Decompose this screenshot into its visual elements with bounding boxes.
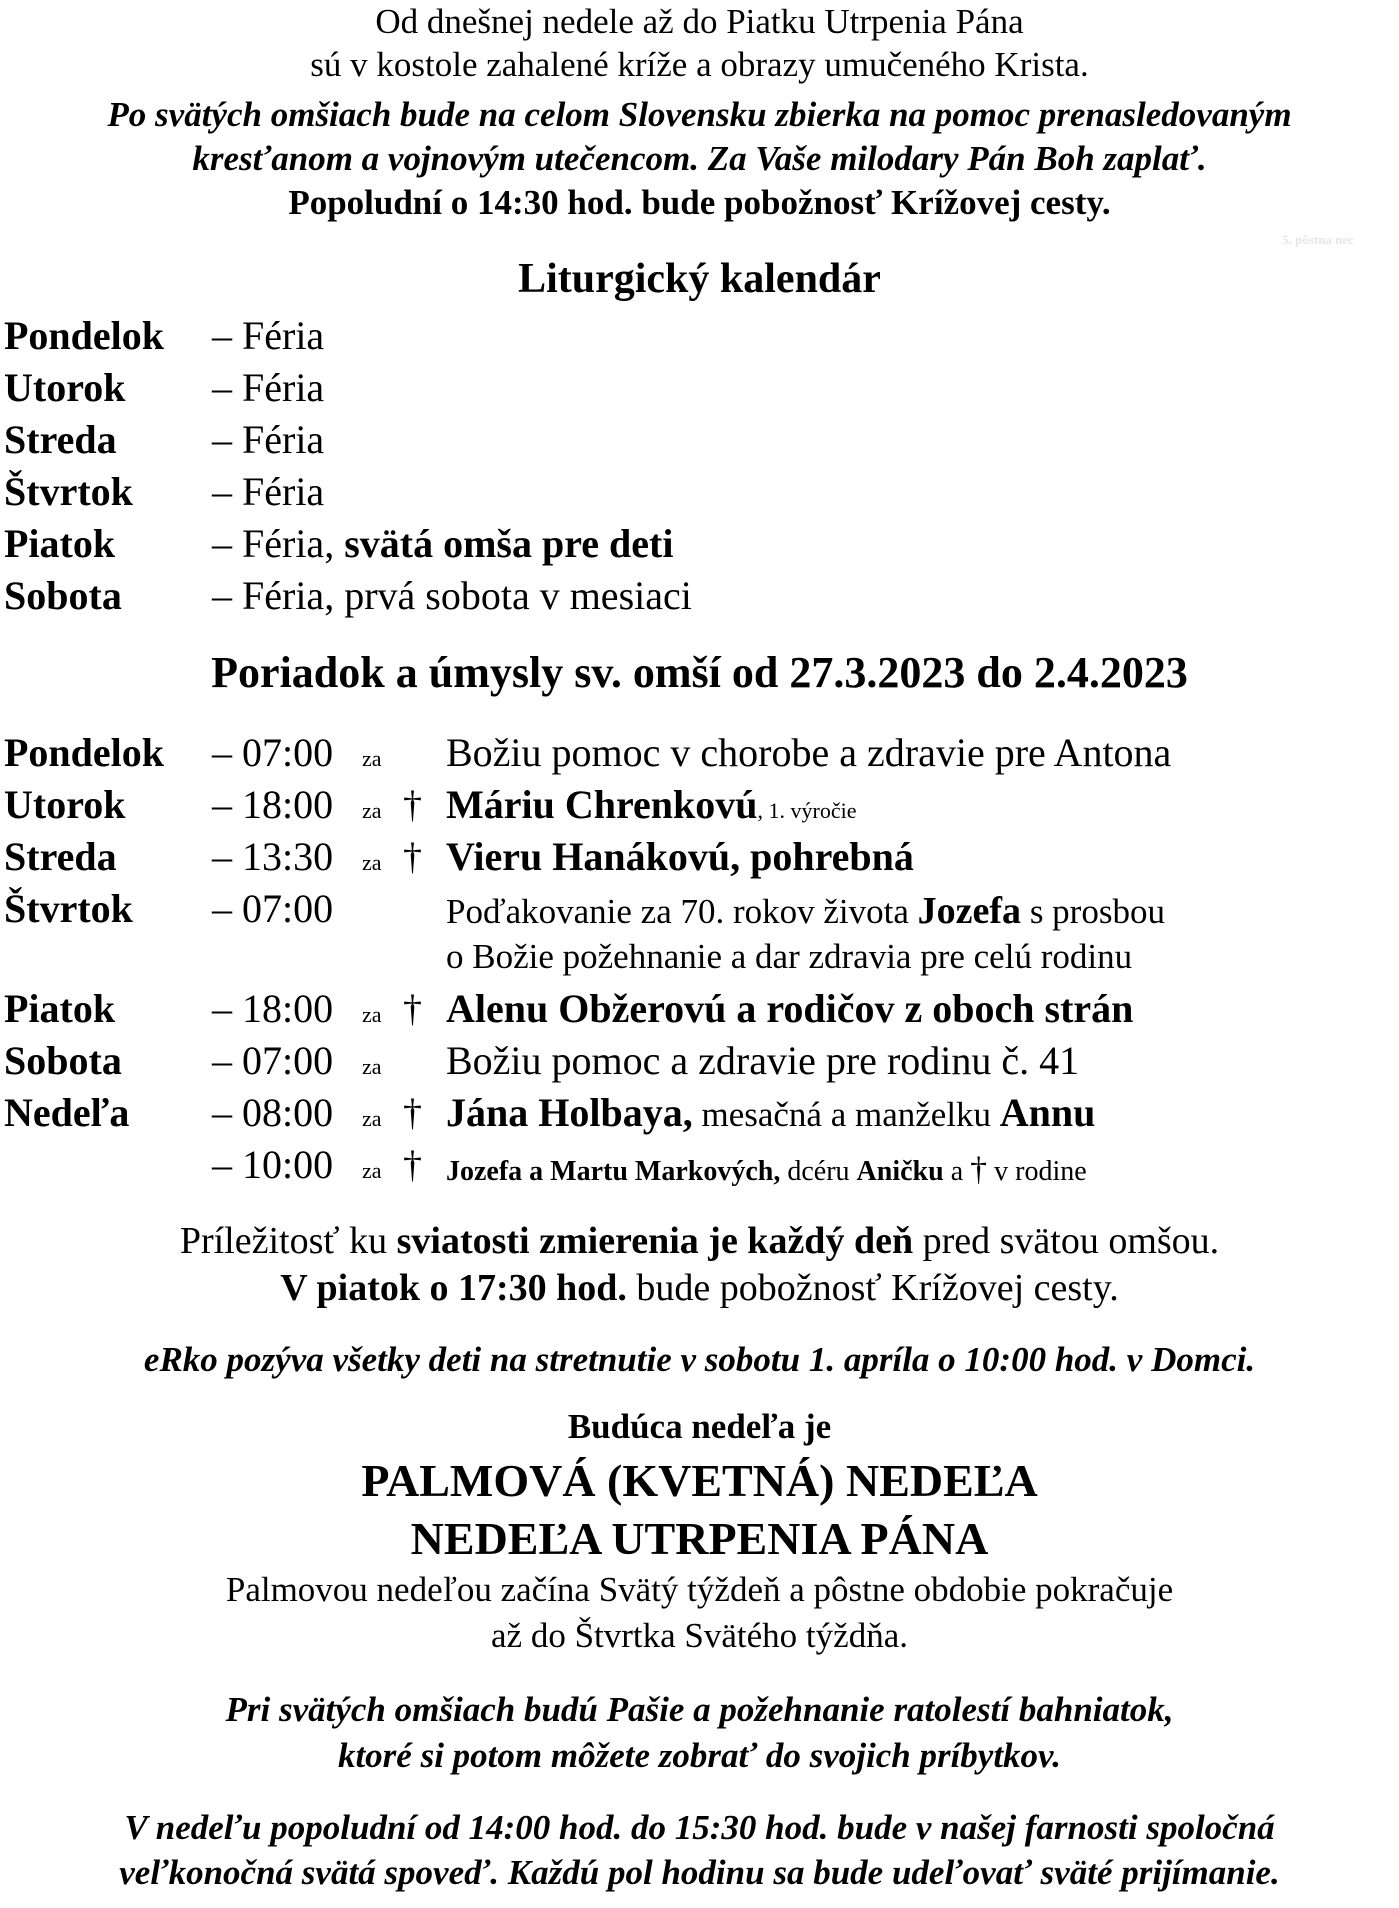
calendar-day: Pondelok — [4, 313, 165, 358]
mass-time: – 10:00 — [212, 1142, 334, 1187]
mass-intention — [446, 889, 1165, 933]
mass-day: Štvrtok — [4, 886, 133, 931]
intention-text: s prosbou — [1021, 892, 1165, 931]
mass-intention: Božiu pomoc v chorobe a zdravie pre Antona — [446, 730, 1172, 775]
intention-text: Poďakovanie za 70. rokov života — [446, 892, 918, 931]
mass-za: za — [362, 1106, 382, 1131]
mass-day: Pondelok — [4, 730, 165, 775]
next-sunday-title-1: PALMOVÁ (KVETNÁ) NEDEĽA — [361, 1455, 1038, 1506]
next-sunday-line-1: Palmovou nedeľou začína Svätý týždeň a pôstne obdobie pokračuje — [225, 1570, 1174, 1609]
confession-line-1 — [0, 1219, 1399, 1263]
mass-za: za — [362, 1158, 382, 1183]
mass-intention — [446, 1089, 1095, 1136]
erko-invitation: eRko pozýva všetky deti na stretnutie v sobotu 1. apríla o 10:00 hod. v Domci. — [143, 1340, 1256, 1379]
mass-day: Sobota — [4, 1038, 122, 1083]
mass-time: – 18:00 — [212, 782, 334, 827]
cross-icon: † — [403, 784, 422, 826]
cross-icon: † — [403, 836, 422, 878]
mass-time: – 07:00 — [212, 886, 334, 931]
mass-day: Nedeľa — [4, 1090, 130, 1135]
intention-note: , 1. výročie — [757, 798, 857, 823]
next-sunday-line-2: až do Štvrtka Svätého týždňa. — [491, 1616, 908, 1655]
mass-day: Utorok — [4, 782, 126, 827]
calendar-entry: – Féria — [212, 365, 325, 410]
cross-icon: † — [403, 1092, 422, 1134]
spoved-line-1: V nedeľu popoludní od 14:00 hod. do 15:30 hod. bude v našej farnosti spoločná — [124, 1808, 1275, 1847]
intention-name: Aničku — [856, 1156, 944, 1187]
calendar-entry: – Féria — [212, 313, 325, 358]
mass-za: za — [362, 746, 382, 771]
calendar-entry-bold: svätá omša pre deti — [344, 521, 674, 566]
mass-time: – 13:30 — [212, 834, 334, 879]
watermark-text: 5. pôstna nec — [1282, 232, 1354, 247]
mass-day: Piatok — [4, 986, 116, 1031]
cross-icon: † — [403, 1144, 422, 1186]
mass-za: za — [362, 850, 382, 875]
intention-text: v rodine — [987, 1156, 1087, 1187]
calendar-day: Streda — [4, 417, 117, 462]
calendar-entry: – Féria, prvá sobota v mesiaci — [212, 573, 692, 618]
calendar-title: Liturgický kalendár — [518, 256, 881, 302]
mass-intention — [446, 781, 857, 828]
confession-text: Príležitosť ku — [179, 1220, 397, 1262]
masses-title: Poriadok a úmysly sv. omší od 27.3.2023 do 2.4.2023 — [211, 648, 1188, 697]
intention-name: Jozefa — [917, 890, 1022, 932]
intro-line-3: Po svätých omšiach bude na celom Slovensku zbierka na pomoc prenasledovaným — [107, 95, 1292, 134]
mass-za: za — [362, 798, 382, 823]
calendar-entry: – Féria — [212, 417, 325, 462]
intention-name: Máriu Chrenkovú — [446, 782, 758, 827]
next-sunday-intro: Budúca nedeľa je — [567, 1407, 832, 1446]
next-sunday-title-2: NEDEĽA UTRPENIA PÁNA — [410, 1513, 989, 1564]
intro-line-4: kresťanom a vojnovým utečencom. Za Vaše milodary Pán Boh zaplať. — [192, 139, 1207, 178]
mass-time: – 08:00 — [212, 1090, 334, 1135]
intention-name: Annu — [999, 1090, 1096, 1135]
confession-text: bude pobožnosť Krížovej cesty. — [626, 1267, 1119, 1309]
mass-intention-line-2: o Božie požehnanie a dar zdravia pre celú rodinu — [446, 937, 1133, 976]
mass-time: – 18:00 — [212, 986, 334, 1031]
mass-time: – 07:00 — [212, 1038, 334, 1083]
intention-text: a — [943, 1156, 971, 1187]
intention-name: Jána Holbaya, — [446, 1090, 693, 1135]
cross-icon: † — [970, 1151, 988, 1188]
mass-za: za — [362, 1054, 382, 1079]
mass-intention — [446, 1151, 1087, 1189]
intro-line-2: sú v kostole zahalené kríže a obrazy umučeného Krista. — [310, 45, 1089, 84]
mass-intention: Božiu pomoc a zdravie pre rodinu č. 41 — [446, 1038, 1080, 1083]
calendar-day: Utorok — [4, 365, 126, 410]
intention-text: dcéru — [780, 1156, 857, 1187]
mass-day: Streda — [4, 834, 117, 879]
mass-za: za — [362, 1002, 382, 1027]
intention-text: mesačná a manželku — [692, 1095, 1000, 1134]
intro-line-1: Od dnešnej nedele až do Piatku Utrpenia Pána — [375, 2, 1024, 41]
spoved-line-2: veľkonočná svätá spoveď. Každú pol hodinu sa bude udeľovať sväté prijímanie. — [119, 1853, 1280, 1892]
confession-bold: V piatok o 17:30 hod. — [280, 1267, 627, 1309]
cross-icon: † — [403, 988, 422, 1030]
pasie-line-2: ktoré si potom môžete zobrať do svojich príbytkov. — [337, 1736, 1062, 1775]
mass-intention: Vieru Hanákovú, pohrebná — [446, 834, 914, 879]
calendar-day: Sobota — [4, 573, 122, 618]
calendar-day: Piatok — [4, 521, 116, 566]
calendar-entry-text: – Féria, — [212, 521, 345, 566]
calendar-entry: – Féria — [212, 469, 325, 514]
pasie-line-1: Pri svätých omšiach budú Pašie a požehnanie ratolestí bahniatok, — [225, 1690, 1174, 1729]
calendar-day: Štvrtok — [4, 469, 133, 514]
confession-bold: sviatosti zmierenia je každý deň — [396, 1220, 914, 1262]
intro-line-5: Popoludní o 14:30 hod. bude pobožnosť Krížovej cesty. — [288, 183, 1111, 222]
confession-line-2 — [0, 1266, 1399, 1310]
calendar-entry — [212, 520, 673, 567]
confession-text: pred svätou omšou. — [913, 1220, 1220, 1262]
intention-name: Jozefa a Martu Markových, — [446, 1156, 781, 1187]
mass-intention: Alenu Obžerovú a rodičov z oboch strán — [446, 986, 1134, 1031]
mass-time: – 07:00 — [212, 730, 334, 775]
